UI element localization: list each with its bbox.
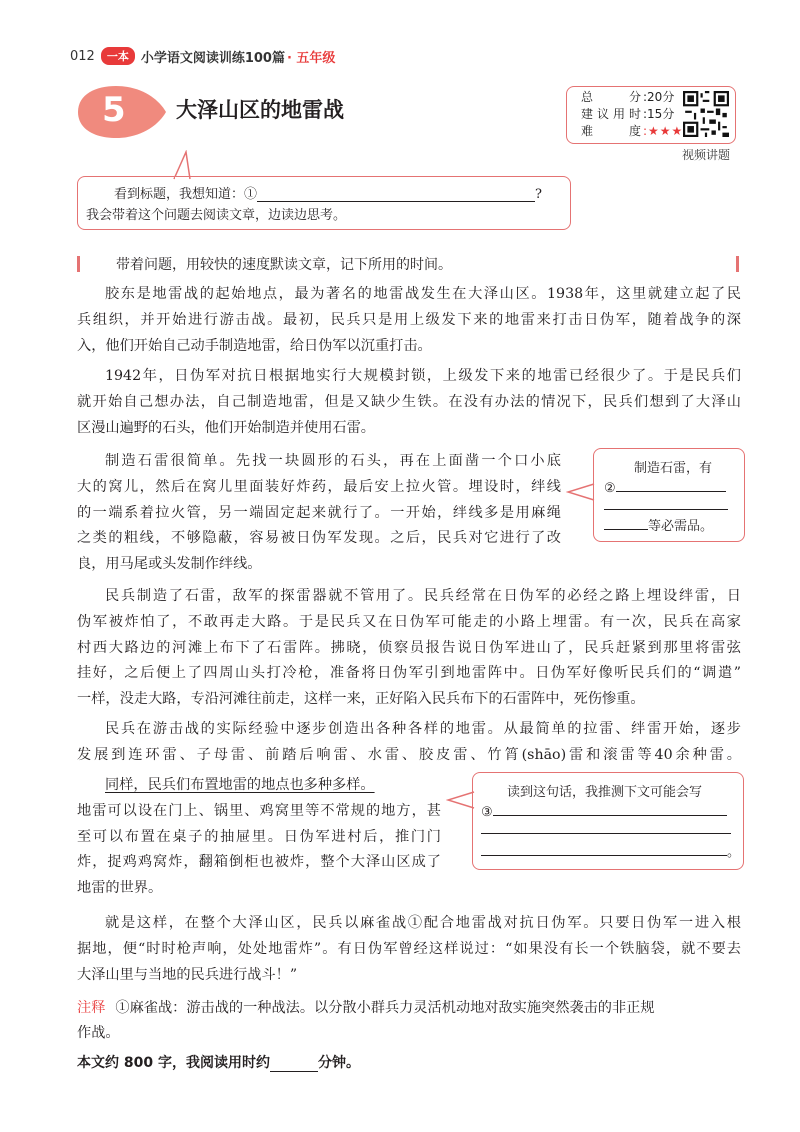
answer-blank-3a[interactable]	[493, 803, 727, 816]
paragraph-3	[77, 449, 561, 578]
difficulty-stars: :★★★	[643, 124, 684, 138]
annotation-3-line-4	[481, 841, 740, 860]
text-line: 兵组织，并开始进行游击战。最初，民兵只是用上级发下来的地雷来打击日伪军，随着战争的深	[77, 311, 741, 328]
annotation-3-line-3	[481, 823, 731, 838]
annotation-box-2	[593, 448, 745, 542]
time-value: :15分	[643, 107, 675, 121]
annotation-3-marker: ③	[481, 805, 493, 820]
text-line: 入，他们开始自己动手制造地雷，给日伪军以沉重打击。	[77, 337, 432, 354]
annotation-3-line-2	[481, 803, 727, 820]
instruction-right-bar	[736, 256, 739, 272]
annotation-2-line-2	[604, 479, 726, 496]
answer-blank-2b[interactable]	[604, 499, 728, 510]
text-line: 胶东是地雷战的起始地点，最为著名的地雷战发生在大泽山区。1938年，这里就建立起了民	[105, 286, 741, 302]
reading-time-record	[77, 1052, 360, 1072]
prompt-suffix: ?	[535, 187, 542, 202]
text-line: 之类的粗线，不够隐蔽，容易被日伪军发现。之后，民兵对它进行了改	[77, 530, 561, 547]
book-title: 小学语文阅读训练100篇	[140, 50, 285, 66]
annotation-2-line-4	[604, 515, 713, 534]
text-line: 地雷可以设在门上、锅里、鸡窝里等不常规的地方，甚	[77, 802, 441, 819]
qr-code-icon[interactable]	[683, 91, 729, 137]
footnote-line-1	[77, 996, 741, 1021]
footnote-text: ①麻雀战：游击战的一种战法。以分散小群兵力灵活机动地对敌实施突然袭击的非正规	[115, 1000, 655, 1016]
text-line: 民兵在游击战的实际经验中逐步创造出各种各样的地雷。从最简单的拉雷、绊雷开始，逐步	[105, 721, 741, 737]
time-label: 建议用时	[581, 107, 641, 121]
annotation-3-line-1: 读到这句话，我推测下文可能会写	[507, 785, 703, 800]
prompt-line-2: 我会带着这个问题去阅读文章，边读边思考。	[86, 208, 347, 223]
text-line: 据地，便“时时枪声响，处处地雷炸”。有日伪军曾经这样说过：“如果没有长一个铁脑袋，就不要去	[77, 940, 741, 957]
annotation-box-3	[472, 772, 744, 870]
answer-blank-1[interactable]	[257, 187, 535, 202]
prompt-prefix: 看到标题，我想知道：①	[114, 187, 258, 202]
underlined-sentence: 同样，民兵们布置地雷的地点也多种多样。	[105, 777, 375, 793]
word-count-suffix: 分钟。	[317, 1055, 360, 1071]
text-line: 就开始自己想办法，自己制造地雷，但是又缺少生铁。在没有办法的情况下，民兵们想到了大泽山	[77, 393, 741, 410]
text-line: 1942年，日伪军对抗日根据地实行大规模封锁，上级发下来的地雷已经很少了。于是民兵们	[105, 368, 741, 384]
annotation-2-marker: ②	[604, 481, 616, 496]
lesson-number: 5	[102, 90, 126, 130]
text-line: 的一端系着拉火管，另一端固定起来就行了。一开始，绊线多是用麻绳	[77, 504, 561, 521]
reading-time-blank[interactable]	[270, 1057, 318, 1072]
answer-blank-2a[interactable]	[616, 479, 726, 492]
qr-label: 视频讲题	[682, 148, 731, 162]
lesson-title: 大泽山区的地雷战	[176, 98, 344, 122]
text-line: 地雷的世界。	[77, 880, 163, 897]
prompt-line-1	[114, 183, 542, 202]
text-line: 制造石雷很简单。先找一块圆形的石头，再在上面凿一个口小底	[105, 453, 561, 469]
prediction-prompt-box	[77, 176, 571, 230]
score-row	[581, 89, 683, 106]
score-label: 总分	[581, 90, 641, 104]
page-number: 012	[70, 48, 95, 64]
paragraph-6	[77, 773, 441, 902]
annotation-2-line-3	[604, 499, 728, 514]
text-line: 大泽山里与当地的民兵进行战斗！”	[77, 966, 298, 983]
instruction-left-bar	[77, 256, 80, 272]
text-line: 良，用马尾或头发制作绊线。	[77, 556, 262, 573]
score-value: :20分	[643, 90, 675, 104]
text-line: 挂好，之后便上了四周山头打冷枪，准备将日伪军引到地雷阵中。日伪军好像听民兵们的“调遣”	[77, 665, 741, 682]
paragraph-5	[77, 717, 741, 769]
text-line: 一样，没走大路，专沿河滩往前走，这样一来，正好陷入民兵布下的石雷阵中，死伤惨重。	[77, 691, 645, 708]
paragraph-7	[77, 911, 741, 988]
text-line: 大的窝儿，然后在窝儿里面装好炸药，最后安上拉火管。埋设时，绊线	[77, 478, 561, 495]
text-line	[77, 773, 441, 799]
annotation-2-tail: 等必需品。	[648, 519, 714, 534]
difficulty-label: 难度	[581, 124, 641, 138]
footnote-label: 注释	[77, 1000, 106, 1016]
lesson-info-box	[566, 86, 736, 144]
answer-blank-2c[interactable]	[604, 517, 648, 530]
text-line: 至可以布置在桌子的抽屉里。日伪军进村后，推门门	[77, 828, 441, 845]
text-line: 村西大路边的河滩上布下了石雷阵。拂晓，侦察员报告说日伪军进山了，民兵赶紧到那里将雷弦	[77, 639, 741, 656]
running-header	[70, 46, 335, 66]
side-box-2-tail	[566, 480, 596, 504]
paragraph-2	[77, 364, 741, 441]
grade-label: · 五年级	[286, 50, 336, 66]
text-line: 伪军被炸怕了，不敢再走大路。于是民兵又在日伪军可能走的小路上埋雷。有一次，民兵在高家	[77, 613, 741, 630]
paragraph-4	[77, 584, 741, 713]
text-line: 就是这样，在整个大泽山区，民兵以麻雀战①配合地雷战对抗日伪军。只要日伪军一进入根	[105, 915, 741, 931]
footnote-line-2: 作战。	[77, 1025, 120, 1041]
text-line: 民兵制造了石雷，敌军的探雷器就不管用了。民兵经常在日伪军的必经之路上埋设绊雷，日	[105, 588, 741, 604]
text-line: 发展到连环雷、子母雷、前踏后响雷、水雷、胶皮雷、竹筲(shāo)雷和滚雷等40余种雷。	[77, 746, 741, 763]
difficulty-row	[581, 123, 683, 140]
annotation-2-line-1: 制造石雷，有	[634, 461, 713, 476]
text-line: 炸，捉鸡鸡窝炸，翻箱倒柜也被炸，整个大泽山区成了	[77, 854, 441, 871]
annotation-3-end: 。	[727, 845, 741, 860]
answer-blank-3b[interactable]	[481, 823, 731, 834]
reading-instruction: 带着问题，用较快的速度默读文章，记下所用的时间。	[116, 257, 452, 273]
time-row	[581, 106, 683, 123]
brand-logo: 一本	[101, 47, 135, 65]
answer-blank-3c[interactable]	[481, 843, 727, 856]
word-count-prefix: 本文约 800 字，我阅读用时约	[77, 1055, 270, 1071]
paragraph-1	[77, 282, 741, 359]
text-line: 区漫山遍野的石头，他们开始制造并使用石雷。	[77, 419, 375, 436]
footnote	[77, 996, 741, 1046]
